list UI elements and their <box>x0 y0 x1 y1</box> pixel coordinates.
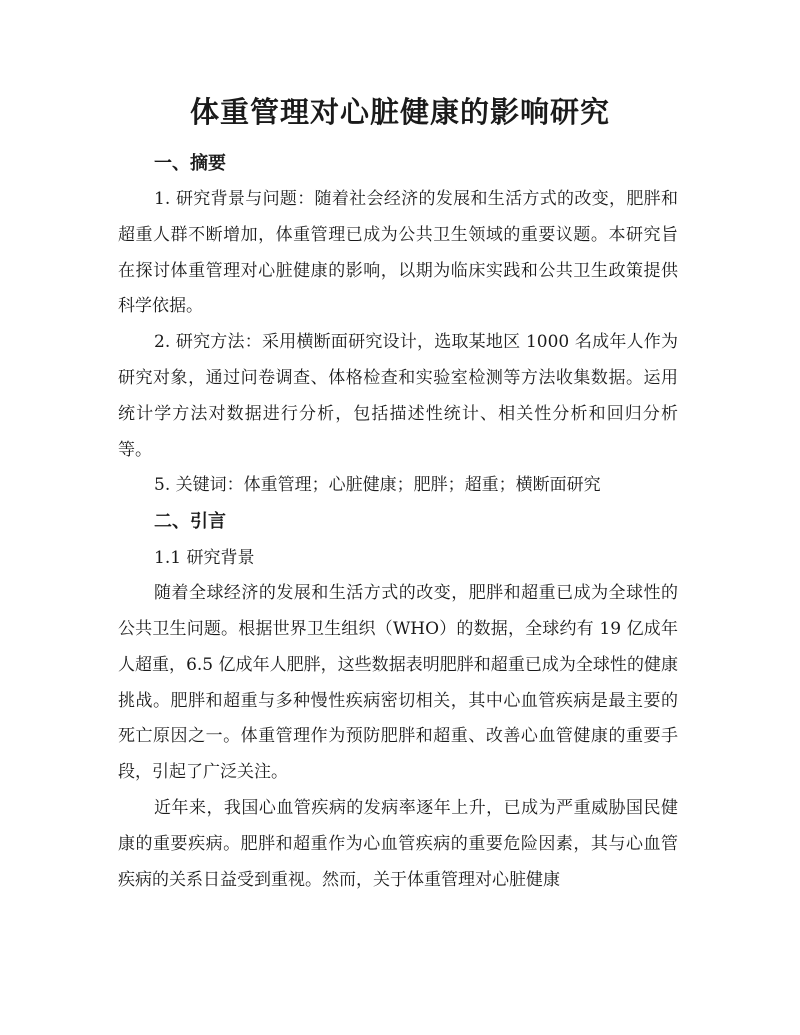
document-title: 体重管理对心脏健康的影响研究 <box>189 95 610 129</box>
document-body <box>118 146 678 898</box>
introduction-paragraph-1: 随着全球经济的发展和生活方式的改变，肥胖和超重已成为全球性的公共卫生问题。根据世界卫生组织（WHO）的数据，全球约有 19 亿成年人超重，6.5 亿成年人肥胖，这些数据表明肥胖和超重已成为全球性的健康挑战。肥胖和超重与多种慢性疾病密切相关，其中心血管疾病是最主要的死亡原因之一。体重管理作为预防肥胖和超重、改善心血管健康的重要手段，引起了广泛关注。 <box>118 583 678 783</box>
section-heading-abstract: 一、摘要 <box>154 153 226 174</box>
abstract-keywords-paragraph: 5. 关键词：体重管理；心脏健康；肥胖；超重；横断面研究 <box>154 475 601 496</box>
subsection-heading-background: 1.1 研究背景 <box>154 548 255 569</box>
introduction-paragraph-2: 近年来，我国心血管疾病的发病率逐年上升，已成为严重威胁国民健康的重要疾病。肥胖和超重作为心血管疾病的重要危险因素，其与心血管疾病的关系日益受到重视。然而，关于体重管理对心脏健康 <box>118 797 678 890</box>
abstract-methods-paragraph: 2. 研究方法：采用横断面研究设计，选取某地区 1000 名成年人作为研究对象，通过问卷调查、体格检查和实验室检测等方法收集数据。运用统计学方法对数据进行分析，包括描述性统计、相关性分析和回归分析等。 <box>118 332 678 460</box>
section-heading-introduction: 二、引言 <box>154 511 226 533</box>
abstract-background-paragraph: 1. 研究背景与问题：随着社会经济的发展和生活方式的改变，肥胖和超重人群不断增加，体重管理已成为公共卫生领域的重要议题。本研究旨在探讨体重管理对心脏健康的影响，以期为临床实践和公共卫生政策提供科学依据。 <box>118 189 678 317</box>
